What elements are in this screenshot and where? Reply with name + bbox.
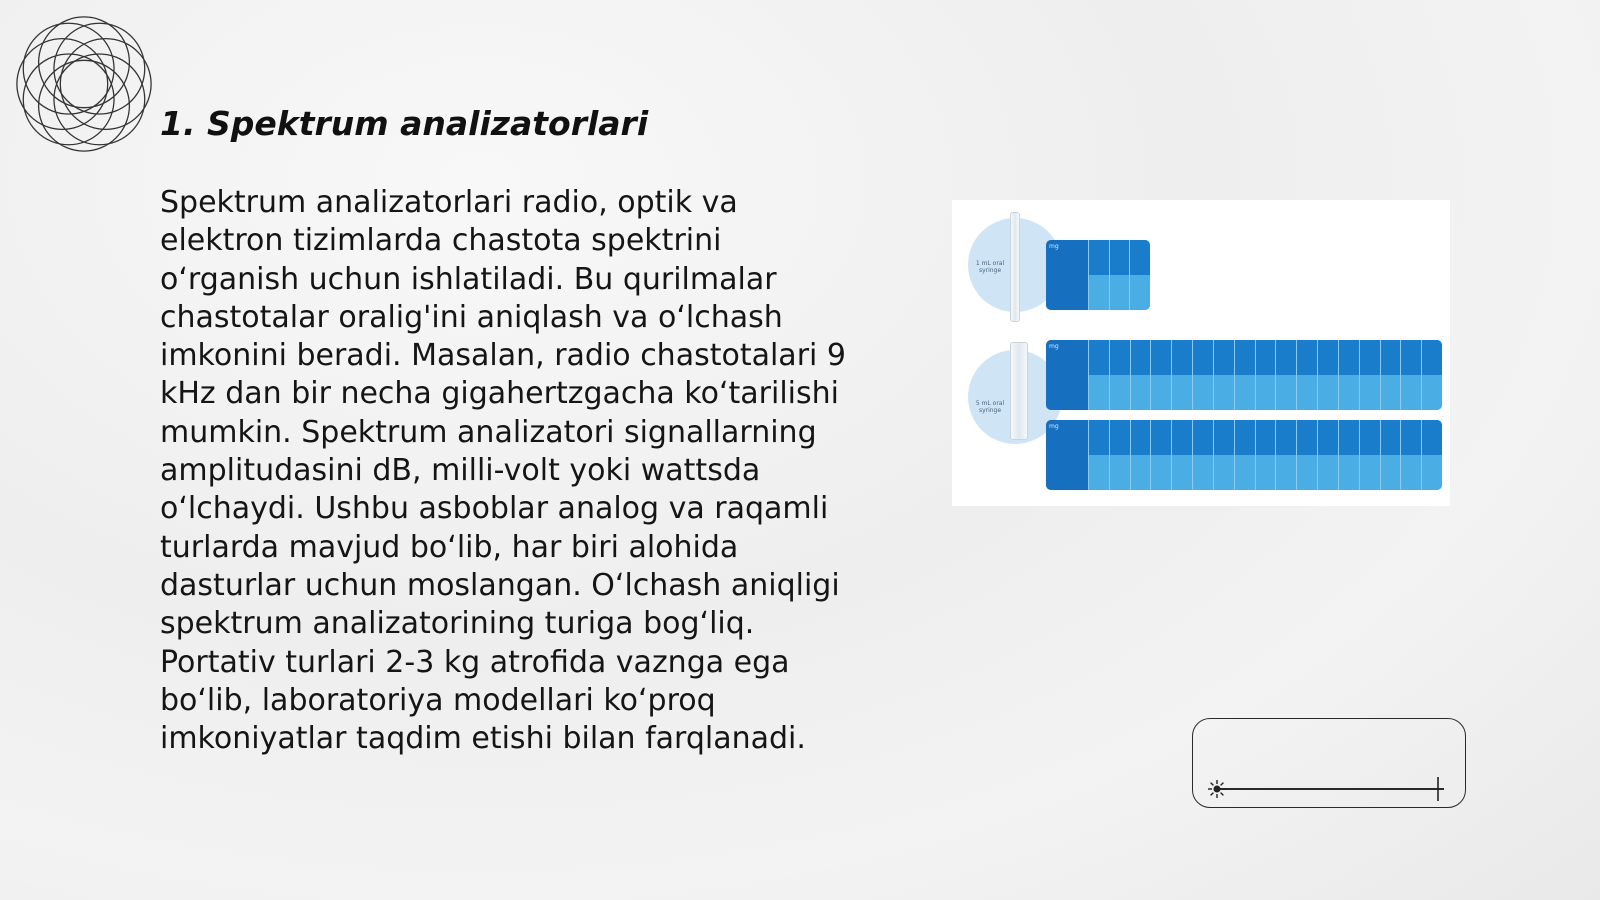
dose-table-column: [1317, 340, 1338, 410]
rosette-ornament-icon: [10, 10, 158, 158]
dose-table-column: [1338, 340, 1359, 410]
dose-table-column: [1213, 340, 1234, 410]
dose-table-column: [1130, 420, 1151, 490]
dose-table-header: mg: [1046, 340, 1088, 410]
dose-table-column: [1400, 340, 1421, 410]
dose-table-column: [1338, 420, 1359, 490]
dose-table-column: [1088, 420, 1109, 490]
dose-table-column: [1171, 340, 1192, 410]
dose-table-column: [1275, 340, 1296, 410]
slide-title: 1. Spektrum analizatorlari: [160, 104, 649, 143]
slider-control-box[interactable]: [1192, 718, 1466, 808]
dose-table-column: [1255, 420, 1276, 490]
dose-table-column: [1109, 240, 1130, 310]
dose-table-column: [1088, 240, 1109, 310]
dose-table-column: [1421, 340, 1442, 410]
dose-table-column: [1380, 340, 1401, 410]
dose-table-column: [1234, 420, 1255, 490]
dose-table-column: [1317, 420, 1338, 490]
dose-table-column: [1255, 340, 1276, 410]
syringe-dose-chart-image: [952, 200, 1450, 506]
dose-table-column: [1130, 340, 1151, 410]
dose-table-column: [1400, 420, 1421, 490]
syringe-2-icon: [1010, 342, 1028, 440]
dose-table-column: [1088, 340, 1109, 410]
dose-table-column: [1129, 240, 1150, 310]
dose-table-header: mg: [1046, 420, 1088, 490]
dose-table-2: [1046, 340, 1442, 410]
slider-track[interactable]: [1214, 788, 1444, 790]
dose-table-column: [1171, 420, 1192, 490]
dose-table-column: [1109, 420, 1130, 490]
dose-table-1: [1046, 240, 1150, 310]
end-marker-icon: [1431, 777, 1445, 801]
syringe-1-icon: [1010, 212, 1020, 322]
slide-body-text: Spektrum analizatorlari radio, optik va elektron tizimlarda chastota spektrini o‘rganish uchun ishlatiladi. Bu qurilmalar chastotalar oralig'ini aniqlash va o‘lchash imkonini beradi. Masalan, radio chastotalari 9 kHz dan bir necha gigahertzgacha ko‘tarilishi mumkin. Spektrum analizatori signallarning amplitudasini dB, milli-volt yoki wattsda o‘lchaydi. Ushbu asboblar analog va raqamli turlarda mavjud bo‘lib, har biri alohida dasturlar uchun moslangan. O‘lchash aniqligi spektrum analizatorining turiga bog‘liq. Portativ turlari 2-3 kg atrofida vaznga ega bo‘lib, laboratoriya modellari ko‘proq imkoniyatlar taqdim etishi bilan farqlanadi.: [160, 185, 846, 757]
dose-table-column: [1150, 420, 1171, 490]
dose-table-column: [1192, 420, 1213, 490]
dose-table-column: [1150, 340, 1171, 410]
syringe-label-1: 1 mL oral syringe: [975, 260, 1005, 274]
sun-icon: [1207, 779, 1227, 799]
dose-table-header: mg: [1046, 240, 1088, 310]
dose-table-column: [1421, 420, 1442, 490]
dose-table-column: [1380, 420, 1401, 490]
dose-table-column: [1109, 340, 1130, 410]
dose-table-column: [1192, 340, 1213, 410]
dose-table-column: [1359, 340, 1380, 410]
dose-table-3: [1046, 420, 1442, 490]
dose-table-column: [1296, 340, 1317, 410]
dose-table-column: [1234, 340, 1255, 410]
dose-table-column: [1359, 420, 1380, 490]
dose-table-column: [1275, 420, 1296, 490]
syringe-label-2: 5 mL oral syringe: [975, 400, 1005, 414]
dose-table-column: [1213, 420, 1234, 490]
dose-table-column: [1296, 420, 1317, 490]
